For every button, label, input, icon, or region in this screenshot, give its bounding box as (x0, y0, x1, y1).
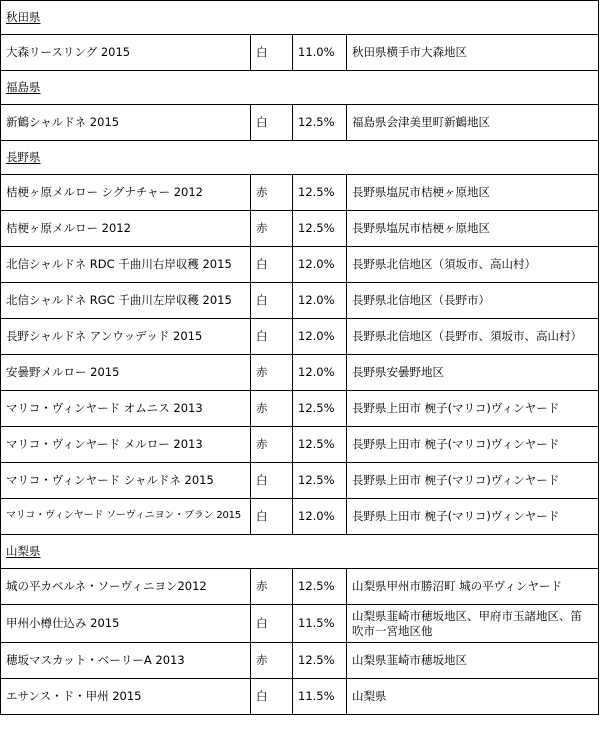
wine-abv-cell: 12.5% (293, 643, 347, 679)
wine-area-cell: 秋田県横手市大森地区 (347, 35, 599, 71)
wine-area-cell: 福島県会津美里町新鶴地区 (347, 105, 599, 141)
wine-abv-cell: 12.0% (293, 247, 347, 283)
wine-area-cell: 山梨県韮崎市穂坂地区、甲府市玉諸地区、笛吹市一宮地区他 (347, 605, 599, 643)
wine-type-cell: 白 (251, 463, 293, 499)
wine-abv-cell: 12.0% (293, 355, 347, 391)
region-name: 福島県 (6, 80, 41, 95)
wine-abv-cell: 12.5% (293, 427, 347, 463)
wine-row (1, 569, 599, 605)
wine-abv-cell: 12.0% (293, 499, 347, 535)
wine-name-cell: 新鶴シャルドネ 2015 (1, 105, 251, 141)
region-header-row (1, 71, 599, 105)
wine-row (1, 463, 599, 499)
wine-area-cell: 長野県上田市 椀子(マリコ)ヴィンヤード (347, 427, 599, 463)
wine-type-cell: 白 (251, 35, 293, 71)
wine-row (1, 283, 599, 319)
region-header-cell (1, 71, 599, 105)
wine-row (1, 679, 599, 715)
wine-type-cell: 赤 (251, 391, 293, 427)
wine-area-cell: 長野県安曇野地区 (347, 355, 599, 391)
wine-abv-cell: 12.5% (293, 211, 347, 247)
wine-row (1, 499, 599, 535)
wine-row (1, 247, 599, 283)
wine-abv-cell: 12.0% (293, 283, 347, 319)
region-header-cell (1, 141, 599, 175)
wine-abv-cell: 12.5% (293, 463, 347, 499)
wine-row (1, 105, 599, 141)
wine-abv-cell: 11.0% (293, 35, 347, 71)
wine-name-cell: 長野シャルドネ アンウッデッド 2015 (1, 319, 251, 355)
wine-row (1, 211, 599, 247)
region-name: 山梨県 (6, 544, 41, 559)
wine-type-cell: 赤 (251, 355, 293, 391)
wine-abv-cell: 12.5% (293, 105, 347, 141)
wine-row (1, 355, 599, 391)
wine-abv-cell: 12.0% (293, 319, 347, 355)
wine-row (1, 605, 599, 643)
wine-type-cell: 白 (251, 679, 293, 715)
wine-area-cell: 長野県上田市 椀子(マリコ)ヴィンヤード (347, 499, 599, 535)
wine-area-cell: 長野県上田市 椀子(マリコ)ヴィンヤード (347, 463, 599, 499)
wine-area-cell: 山梨県 (347, 679, 599, 715)
wine-type-cell: 赤 (251, 643, 293, 679)
wine-area-cell: 長野県塩尻市桔梗ヶ原地区 (347, 211, 599, 247)
wine-name-cell: 北信シャルドネ RGC 千曲川左岸収穫 2015 (1, 283, 251, 319)
wine-name-cell: 城の平カベルネ・ソーヴィニヨン2012 (1, 569, 251, 605)
wine-row (1, 643, 599, 679)
wine-table-body (1, 1, 599, 715)
wine-type-cell: 白 (251, 283, 293, 319)
wine-name-cell: 甲州小樽仕込み 2015 (1, 605, 251, 643)
wine-area-cell: 長野県北信地区（須坂市、高山村） (347, 247, 599, 283)
wine-name-cell: 桔梗ヶ原メルロー 2012 (1, 211, 251, 247)
wine-abv-cell: 11.5% (293, 679, 347, 715)
wine-abv-cell: 12.5% (293, 175, 347, 211)
wine-abv-cell: 12.5% (293, 569, 347, 605)
wine-name-cell: マリコ・ヴィンヤード オムニス 2013 (1, 391, 251, 427)
wine-type-cell: 白 (251, 319, 293, 355)
wine-area-cell: 長野県塩尻市桔梗ヶ原地区 (347, 175, 599, 211)
region-name: 長野県 (6, 150, 41, 165)
region-name: 秋田県 (6, 10, 41, 25)
wine-abv-cell: 12.5% (293, 391, 347, 427)
wine-area-cell: 山梨県甲州市勝沼町 城の平ヴィンヤード (347, 569, 599, 605)
wine-row (1, 35, 599, 71)
wine-type-cell: 白 (251, 105, 293, 141)
wine-name-cell: 桔梗ヶ原メルロー シグナチャー 2012 (1, 175, 251, 211)
wine-name-cell: 穂坂マスカット・ベーリーA 2013 (1, 643, 251, 679)
wine-area-cell: 長野県上田市 椀子(マリコ)ヴィンヤード (347, 391, 599, 427)
wine-type-cell: 白 (251, 247, 293, 283)
wine-abv-cell: 11.5% (293, 605, 347, 643)
region-header-row (1, 141, 599, 175)
wine-name-cell: マリコ・ヴィンヤード メルロー 2013 (1, 427, 251, 463)
wine-type-cell: 白 (251, 605, 293, 643)
wine-area-cell: 長野県北信地区（長野市、須坂市、高山村） (347, 319, 599, 355)
wine-row (1, 175, 599, 211)
wine-type-cell: 赤 (251, 211, 293, 247)
wine-name-cell: マリコ・ヴィンヤード シャルドネ 2015 (1, 463, 251, 499)
wine-area-cell: 山梨県韮崎市穂坂地区 (347, 643, 599, 679)
region-header-row (1, 1, 599, 35)
wine-row (1, 319, 599, 355)
wine-type-cell: 赤 (251, 569, 293, 605)
region-header-cell (1, 535, 599, 569)
region-header-row (1, 535, 599, 569)
wine-row (1, 427, 599, 463)
wine-name-cell: エサンス・ド・甲州 2015 (1, 679, 251, 715)
wine-name-cell: 北信シャルドネ RDC 千曲川右岸収穫 2015 (1, 247, 251, 283)
wine-name-cell: 大森リースリング 2015 (1, 35, 251, 71)
wine-area-cell: 長野県北信地区（長野市） (347, 283, 599, 319)
wine-type-cell: 赤 (251, 427, 293, 463)
wine-type-cell: 白 (251, 499, 293, 535)
wine-name-cell: マリコ・ヴィンヤード ソーヴィニヨン・ブラン 2015 (1, 499, 251, 535)
wine-type-cell: 赤 (251, 175, 293, 211)
wine-name-cell: 安曇野メルロー 2015 (1, 355, 251, 391)
wine-row (1, 391, 599, 427)
region-header-cell (1, 1, 599, 35)
